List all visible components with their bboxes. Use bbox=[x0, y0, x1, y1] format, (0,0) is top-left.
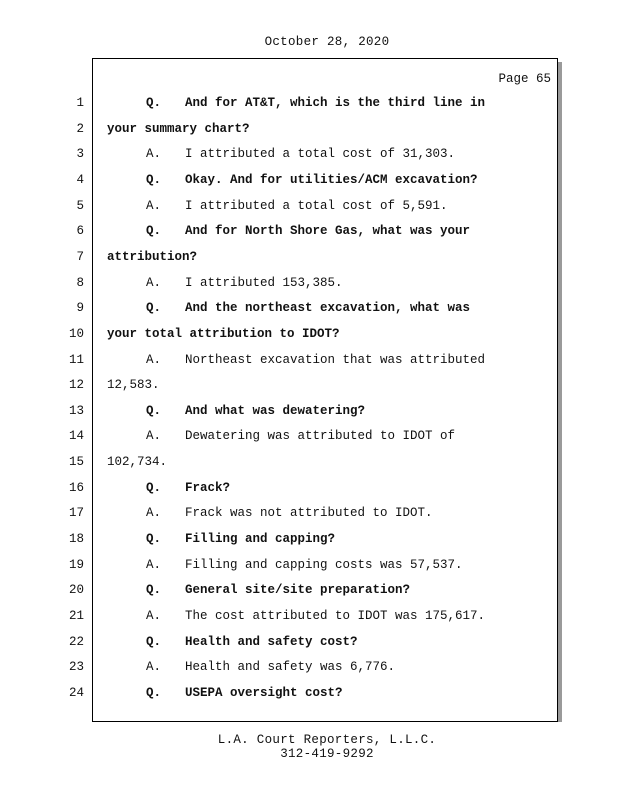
line-number: 1 bbox=[76, 96, 84, 110]
line-number: 13 bbox=[68, 404, 84, 418]
transcript-line-text: your total attribution to IDOT? bbox=[107, 327, 340, 341]
page-number: Page 65 bbox=[498, 72, 551, 86]
question-marker: Q. bbox=[146, 481, 162, 495]
header-date: October 28, 2020 bbox=[264, 35, 390, 49]
transcript-line-text: attribution? bbox=[107, 250, 198, 264]
line-number: 15 bbox=[68, 455, 84, 469]
transcript-line-text: Health and safety cost? bbox=[185, 635, 358, 649]
footer-company: L.A. Court Reporters, L.L.C. bbox=[217, 733, 437, 747]
transcript-line-text: And the northeast excavation, what was bbox=[185, 301, 471, 315]
answer-marker: A. bbox=[146, 353, 162, 367]
transcript-line-text: The cost attributed to IDOT was 175,617. bbox=[185, 609, 486, 623]
transcript-line-text: 102,734. bbox=[107, 455, 168, 469]
answer-marker: A. bbox=[146, 147, 162, 161]
line-number: 8 bbox=[76, 276, 84, 290]
answer-marker: A. bbox=[146, 429, 162, 443]
line-number: 10 bbox=[68, 327, 84, 341]
question-marker: Q. bbox=[146, 532, 162, 546]
transcript-line-text: I attributed a total cost of 31,303. bbox=[185, 147, 456, 161]
question-marker: Q. bbox=[146, 404, 162, 418]
line-number: 4 bbox=[76, 173, 84, 187]
line-number: 17 bbox=[68, 506, 84, 520]
line-number: 5 bbox=[76, 199, 84, 213]
answer-marker: A. bbox=[146, 609, 162, 623]
line-number: 14 bbox=[68, 429, 84, 443]
footer-phone: 312-419-9292 bbox=[280, 747, 374, 761]
question-marker: Q. bbox=[146, 173, 162, 187]
line-number: 19 bbox=[68, 558, 84, 572]
line-number: 7 bbox=[76, 250, 84, 264]
transcript-line-text: Northeast excavation that was attributed bbox=[185, 353, 486, 367]
question-marker: Q. bbox=[146, 583, 162, 597]
transcript-line-text: Frack? bbox=[185, 481, 231, 495]
transcript-line-text: And what was dewatering? bbox=[185, 404, 366, 418]
question-marker: Q. bbox=[146, 301, 162, 315]
question-marker: Q. bbox=[146, 96, 162, 110]
line-number: 24 bbox=[68, 686, 84, 700]
line-number: 16 bbox=[68, 481, 84, 495]
transcript-line-text: Okay. And for utilities/ACM excavation? bbox=[185, 173, 478, 187]
line-number: 2 bbox=[76, 122, 84, 136]
transcript-line-text: 12,583. bbox=[107, 378, 160, 392]
question-marker: Q. bbox=[146, 635, 162, 649]
line-number: 23 bbox=[68, 660, 84, 674]
answer-marker: A. bbox=[146, 506, 162, 520]
answer-marker: A. bbox=[146, 558, 162, 572]
transcript-line-text: I attributed 153,385. bbox=[185, 276, 343, 290]
line-number: 11 bbox=[68, 353, 84, 367]
transcript-line-text: Dewatering was attributed to IDOT of bbox=[185, 429, 456, 443]
transcript-line-text: I attributed a total cost of 5,591. bbox=[185, 199, 448, 213]
line-number: 6 bbox=[76, 224, 84, 238]
line-number: 18 bbox=[68, 532, 84, 546]
answer-marker: A. bbox=[146, 276, 162, 290]
line-number: 21 bbox=[68, 609, 84, 623]
line-number: 22 bbox=[68, 635, 84, 649]
transcript-line-text: And for AT&T, which is the third line in bbox=[185, 96, 486, 110]
answer-marker: A. bbox=[146, 199, 162, 213]
question-marker: Q. bbox=[146, 686, 162, 700]
transcript-line-text: Filling and capping? bbox=[185, 532, 336, 546]
line-number: 20 bbox=[68, 583, 84, 597]
line-number: 12 bbox=[68, 378, 84, 392]
transcript-line-text: Health and safety was 6,776. bbox=[185, 660, 396, 674]
transcript-line-text: Filling and capping costs was 57,537. bbox=[185, 558, 463, 572]
transcript-line-text: And for North Shore Gas, what was your bbox=[185, 224, 471, 238]
transcript-line-text: General site/site preparation? bbox=[185, 583, 411, 597]
transcript-line-text: USEPA oversight cost? bbox=[185, 686, 343, 700]
question-marker: Q. bbox=[146, 224, 162, 238]
transcript-line-text: your summary chart? bbox=[107, 122, 250, 136]
line-number: 9 bbox=[76, 301, 84, 315]
line-number: 3 bbox=[76, 147, 84, 161]
answer-marker: A. bbox=[146, 660, 162, 674]
transcript-line-text: Frack was not attributed to IDOT. bbox=[185, 506, 433, 520]
